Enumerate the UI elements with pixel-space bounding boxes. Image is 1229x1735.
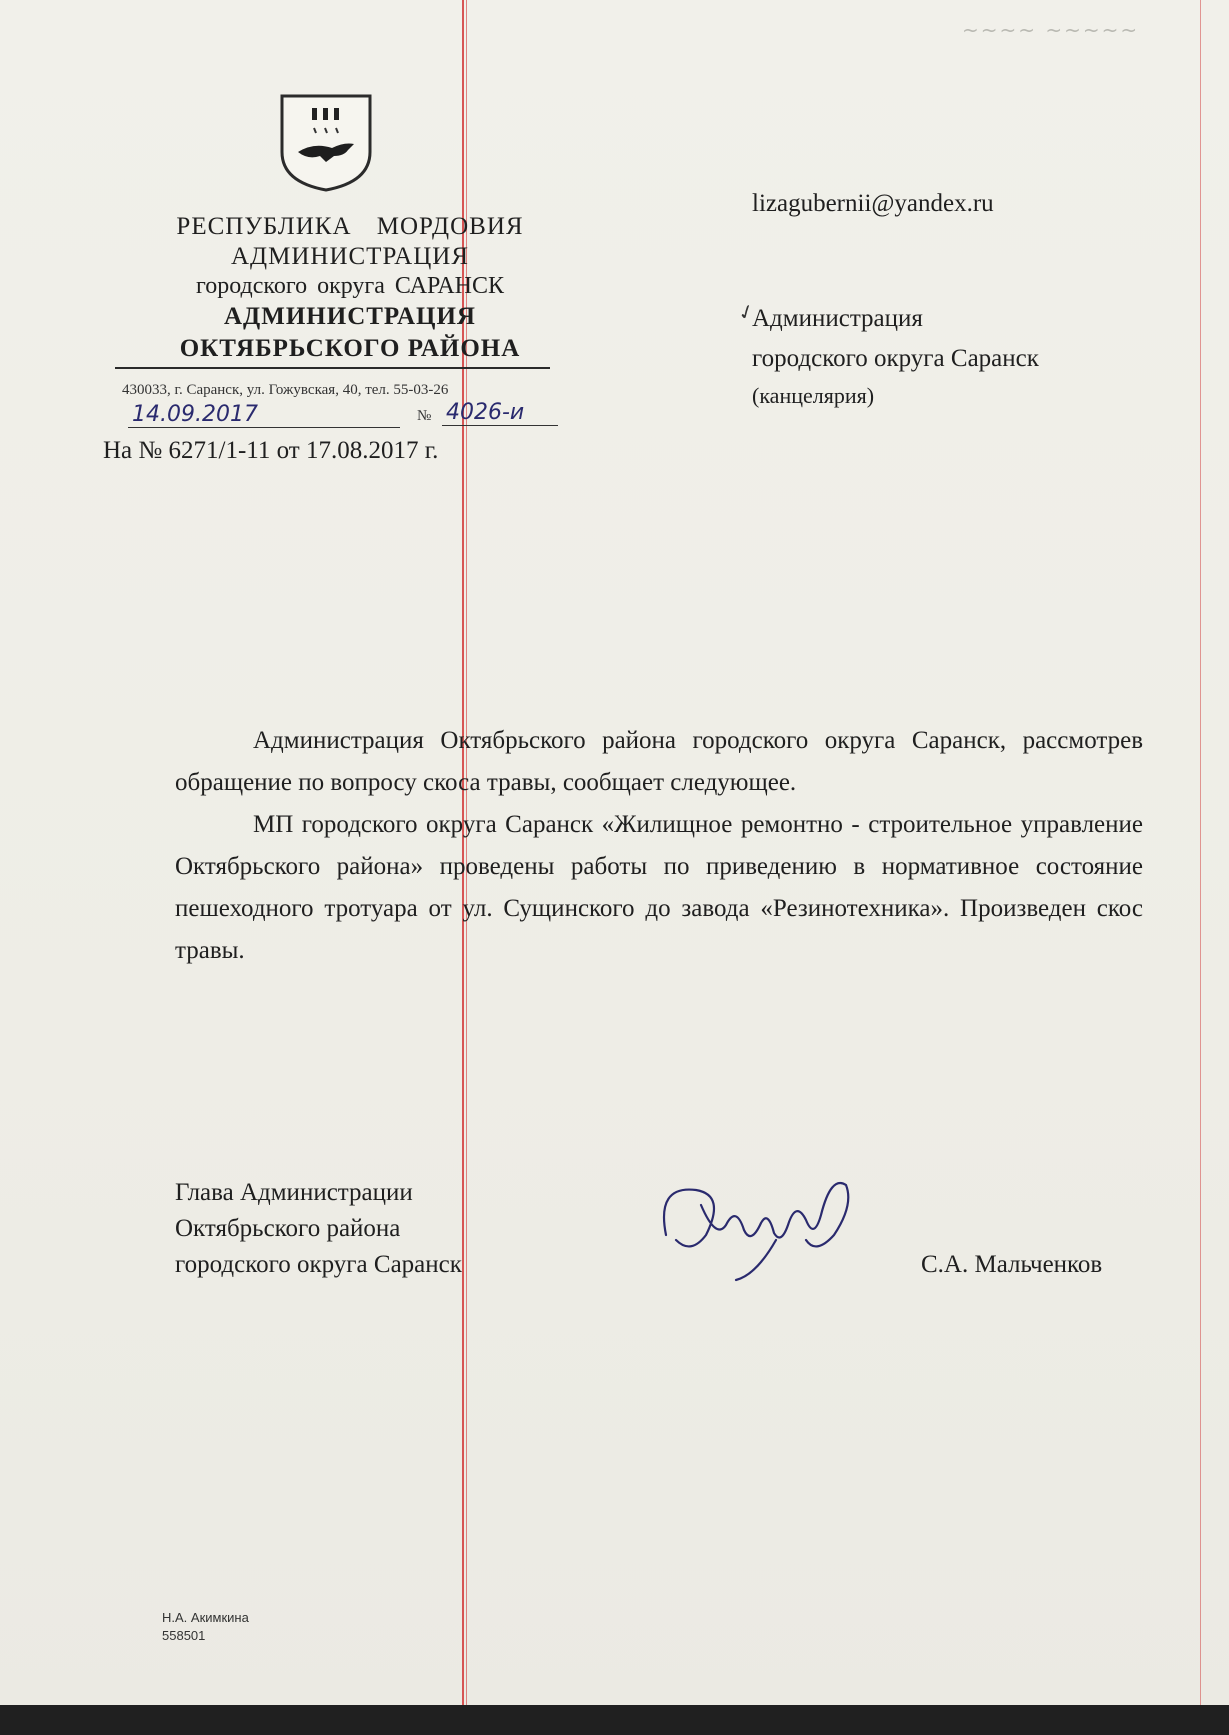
registration-number-label: № — [417, 408, 432, 424]
scan-edge-line — [1200, 0, 1201, 1735]
scan-bottom-edge — [0, 1705, 1229, 1735]
body-paragraph-1: Администрация Октябрьского района городского округа Саранск, рассмотрев обращение по вопросу скоса травы, сообщает следующее. — [175, 727, 1143, 796]
header-divider — [115, 367, 550, 369]
check-mark-icon: ✓ — [734, 299, 759, 327]
registration-date: 14.09.2017 — [128, 402, 400, 428]
faint-handwritten-note: ~~~~ ~~~~~ — [962, 18, 1140, 42]
executor-name: Н.А. Акимкина — [162, 1610, 249, 1625]
signer-title-line-3: городского округа Саранск — [175, 1251, 462, 1278]
coat-of-arms-icon — [274, 90, 378, 194]
signer-name: С.А. Мальченков — [921, 1251, 1103, 1278]
executor-phone: 558501 — [162, 1628, 206, 1643]
sender-address: 430033, г. Саранск, ул. Гожувская, 40, тел. 55-03-26 — [122, 382, 449, 398]
letter-body — [175, 720, 1143, 972]
header-administration-bold: АДМИНИСТРАЦИЯ — [224, 303, 476, 330]
header-city-district: городского округа САРАНСК — [195, 273, 505, 299]
recipient-line-2: городского округа Саранск — [752, 345, 1039, 372]
recipient-line-3: (канцелярия) — [752, 383, 875, 408]
registration-number: 4026-и — [442, 400, 558, 426]
handwritten-signature — [656, 1145, 856, 1285]
header-republic: РЕСПУБЛИКА МОРДОВИЯ — [176, 213, 524, 240]
recipient-line-1: Администрация — [752, 305, 923, 332]
header-administration: АДМИНИСТРАЦИЯ — [231, 243, 469, 270]
signer-title-line-1: Глава Администрации — [175, 1179, 413, 1206]
recipient-email: lizagubernii@yandex.ru — [752, 190, 994, 217]
body-paragraph-2: МП городского округа Саранск «Жилищное ремонтно - строительное управление Октябрьского района» проведены работы по приведению в нормативное состояние пешеходного тротуара от ул. Сущинского до завода «Резинотехника». Произведен скос травы. — [175, 811, 1143, 964]
signer-title-line-2: Октябрьского района — [175, 1215, 401, 1242]
reference-line: На № 6271/1-11 от 17.08.2017 г. — [103, 437, 439, 464]
header-district-name: ОКТЯБРЬСКОГО РАЙОНА — [179, 335, 521, 362]
